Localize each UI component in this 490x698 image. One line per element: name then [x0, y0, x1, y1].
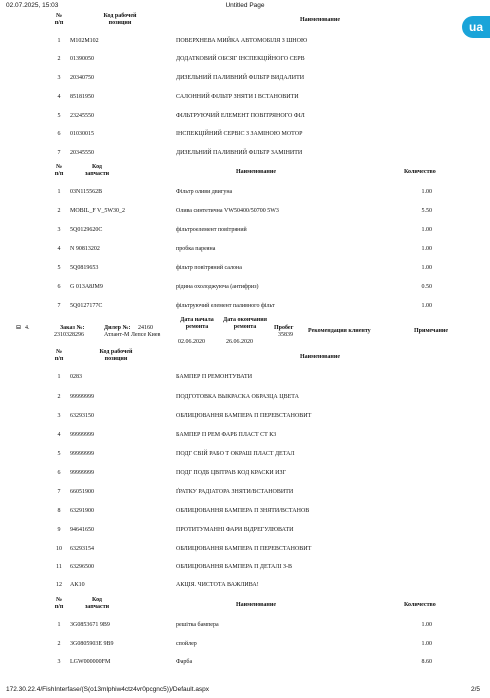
row-code: 5Q0129620C — [70, 227, 103, 233]
row-code: 20345550 — [70, 150, 94, 156]
row-qty: 1.00 — [421, 246, 432, 252]
header-name: Наименование — [236, 169, 276, 175]
row-qty: 1.00 — [421, 265, 432, 271]
order-label: Заказ №: — [60, 325, 85, 331]
row-name: Олива синтетична VW50400/50700 5W3 — [176, 208, 279, 214]
row-code: AK10 — [70, 582, 85, 588]
row-code: 66051900 — [70, 489, 94, 495]
row-code: 99999999 — [70, 451, 94, 457]
row-no: 6 — [57, 284, 61, 290]
row-no: 1 — [57, 374, 61, 380]
row-no: 6 — [57, 131, 61, 137]
row-no: 3 — [57, 227, 61, 233]
header-qty: Количество — [404, 602, 436, 608]
row-code: 85181950 — [70, 94, 94, 100]
row-code: 99999999 — [70, 394, 94, 400]
row-no: 4 — [57, 246, 61, 252]
row-code: 99999999 — [70, 432, 94, 438]
row-name: ОБЛИЦЮВАННЯ БАМПЕРА П ПЕРЕВСТАНОВИТ — [176, 413, 312, 419]
row-qty: 1.00 — [421, 227, 432, 233]
print-url: 172.30.22.4/FishInterfase/(S(o13mlphiw4ctz4vr0pcgnc5))/Default.aspx — [6, 686, 210, 693]
row-code: MOBIL_F V_5W30_2 — [70, 208, 126, 214]
row-name: ПОДГ ПОДБ ЦВІТРАВ КОД КРАСКИ ИЗГ — [176, 470, 286, 476]
row-code: 01030015 — [70, 131, 94, 137]
row-no: 5 — [57, 113, 61, 119]
row-code: G 013A8JM9 — [70, 284, 103, 290]
row-name: БАМПЕР П РЕМ ФАРБ ПЛАСТ СТ К3 — [176, 432, 277, 438]
row-no: 4 — [57, 94, 61, 100]
row-code: 63293154 — [70, 546, 94, 552]
row-code: 5Q0127177C — [70, 303, 103, 309]
header-no: № п/п — [54, 597, 64, 610]
collapse-toggle[interactable]: ⊟ — [16, 325, 22, 331]
header-no: № п/п — [54, 164, 64, 177]
dealer-label: Дилер №: — [104, 325, 131, 331]
dealer-number: 24160 — [138, 325, 153, 331]
print-page-title: Untitled Page — [225, 2, 265, 9]
browser-print-footer — [6, 686, 484, 696]
row-no: 2 — [57, 208, 61, 214]
order-number: 2310328296 — [54, 332, 84, 338]
row-no: 2 — [57, 56, 61, 62]
row-no: 2 — [57, 641, 61, 647]
mileage-value: 35839 — [278, 332, 293, 338]
row-name: БАМПЕР П РЕМОНТУВАТИ — [176, 374, 253, 380]
header-code: Код рабочей позиции — [103, 13, 137, 26]
print-datetime: 02.07.2025, 15:03 — [6, 2, 59, 9]
row-qty: 1.00 — [421, 189, 432, 195]
row-qty: 1.00 — [421, 641, 432, 647]
row-name: рідина охолоджуюча (антифриз) — [176, 284, 259, 290]
row-name: фільтруючий елемент паливного фільт — [176, 303, 275, 309]
row-no: 1 — [57, 38, 61, 44]
row-code: 23245550 — [70, 113, 94, 119]
row-no: 4 — [57, 432, 61, 438]
row-code: 3G0805903E 9B9 — [70, 641, 114, 647]
header-name: Наименование — [300, 354, 340, 360]
start-date: 02.06.2020 — [178, 339, 205, 345]
row-qty: 5.50 — [421, 208, 432, 214]
row-name: Фільтр оливи двигуна — [176, 189, 233, 195]
header-name: Наименование — [236, 602, 276, 608]
header-code: Код рабочей позиции — [99, 349, 133, 362]
row-no: 3 — [57, 75, 61, 81]
row-name: ФІЛЬТРУЮЧИЙ ЕЛЕМЕНТ ПОВІТРЯНОГО ФІЛ — [176, 113, 305, 119]
row-no: 6 — [57, 470, 61, 476]
row-code: 03N115562B — [70, 189, 103, 195]
row-name: решітка бампера — [176, 622, 219, 628]
browser-print-header — [6, 2, 484, 12]
row-code: 3G0853671 9B9 — [70, 622, 110, 628]
recommendation-label: Рекомендация клиенту — [308, 328, 371, 334]
row-code: 63293150 — [70, 413, 94, 419]
row-name: ҐРАТКУ РАДІАТОРА ЗНЯТИ/ВСТАНОВИТИ — [176, 489, 294, 495]
header-qty: Количество — [404, 169, 436, 175]
header-no: № п/п — [54, 349, 64, 362]
header-code: Код запчасти — [84, 597, 110, 610]
row-name: ДИЗЕЛЬНИЙ ПАЛИВНИЙ ФІЛЬТР ЗАМІНИТИ — [176, 150, 303, 156]
header-name: Наименование — [300, 17, 340, 23]
row-name: ДОДАТКОВИЙ ОБСЯГ ІНСПЕКЦІЙНОГО СЕРВ — [176, 56, 305, 62]
row-qty: 8.60 — [421, 659, 432, 665]
row-name: Фарба — [176, 659, 193, 665]
row-code: M102M102 — [70, 38, 99, 44]
row-no: 5 — [57, 265, 61, 271]
print-page-number: 2/5 — [470, 686, 480, 693]
mileage-label: Пробег — [274, 325, 294, 331]
row-name: фільтр повітряний салона — [176, 265, 242, 271]
row-name: ПОВЕРХНЕВА МИЙКА АВТОМОБІЛЯ З ШНОЮ — [176, 38, 308, 44]
row-name: спойлер — [176, 641, 197, 647]
row-no: 3 — [57, 413, 61, 419]
row-no: 7 — [57, 489, 61, 495]
order-index: 4. — [25, 325, 30, 331]
row-code: 01390050 — [70, 56, 94, 62]
row-no: 10 — [56, 546, 62, 552]
row-name: АКЦІЯ. ЧИСТОТА ВАЖЛИВА! — [176, 582, 259, 588]
row-name: фільтроелемент повітряний — [176, 227, 247, 233]
end-date: 26.06.2020 — [226, 339, 253, 345]
note-label: Примечание — [414, 328, 449, 334]
row-no: 11 — [56, 564, 62, 570]
row-no: 7 — [57, 150, 61, 156]
row-no: 5 — [57, 451, 61, 457]
row-no: 1 — [57, 189, 61, 195]
header-no: № п/п — [54, 13, 64, 26]
row-no: 2 — [57, 394, 61, 400]
site-badge: ua — [462, 16, 490, 38]
row-qty: 1.00 — [421, 622, 432, 628]
dealer-name: Атлант-М Лепсе Киев — [104, 332, 161, 338]
row-code: 20340750 — [70, 75, 94, 81]
row-code: 63291900 — [70, 508, 94, 514]
row-no: 3 — [57, 659, 61, 665]
row-name: ОБЛИЦЮВАННЯ БАМПЕРА П ДЕТАЛІ З-В — [176, 564, 292, 570]
row-qty: 1.00 — [421, 303, 432, 309]
row-no: 12 — [56, 582, 62, 588]
row-qty: 0.50 — [421, 284, 432, 290]
row-code: N 90813202 — [70, 246, 100, 252]
row-name: ПРОТИТУМАННІ ФАРИ ВІДРЕГУЛЮВАТИ — [176, 527, 294, 533]
row-no: 7 — [57, 303, 61, 309]
row-name: ДИЗЕЛЬНИЙ ПАЛИВНИЙ ФІЛЬТР ВИДАЛИТИ — [176, 75, 305, 81]
row-name: ОБЛИЦЮВАННЯ БАМПЕРА П ПЕРЕВСТАНОВИТ — [176, 546, 312, 552]
row-code: 5Q0819653 — [70, 265, 99, 271]
row-no: 9 — [57, 527, 61, 533]
row-code: 63296500 — [70, 564, 94, 570]
row-name: ОБЛИЦЮВАННЯ БАМПЕРА П ЗНЯТИ/ВСТАНОВ — [176, 508, 310, 514]
row-name: ІНСПЕКЦІЙНИЙ СЕРВІС З ЗАМІНОЮ МОТОР — [176, 131, 303, 137]
row-no: 1 — [57, 622, 61, 628]
end-date-label: Дата окончания ремонта — [223, 317, 267, 330]
header-code: Код запчасти — [84, 164, 110, 177]
row-code: 99999999 — [70, 470, 94, 476]
row-name: пробка пареяна — [176, 246, 216, 252]
row-no: 8 — [57, 508, 61, 514]
row-name: ПОДГ СВІЙ РАБО Т ОКРАШ ПЛАСТ ДЕТАЛ — [176, 451, 295, 457]
start-date-label: Дата начала ремонта — [180, 317, 214, 330]
row-code: LGW000000FM — [70, 659, 111, 665]
row-name: САЛОННИЙ ФІЛЬТР ЗНЯТИ І ВСТАНОВИТИ — [176, 94, 299, 100]
row-name: ПОДГОТОВКА ВЫКРАСКА ОБРАЗЦА ЦВЕТА — [176, 394, 299, 400]
row-code: 0283 — [70, 374, 82, 380]
row-code: 94641650 — [70, 527, 94, 533]
